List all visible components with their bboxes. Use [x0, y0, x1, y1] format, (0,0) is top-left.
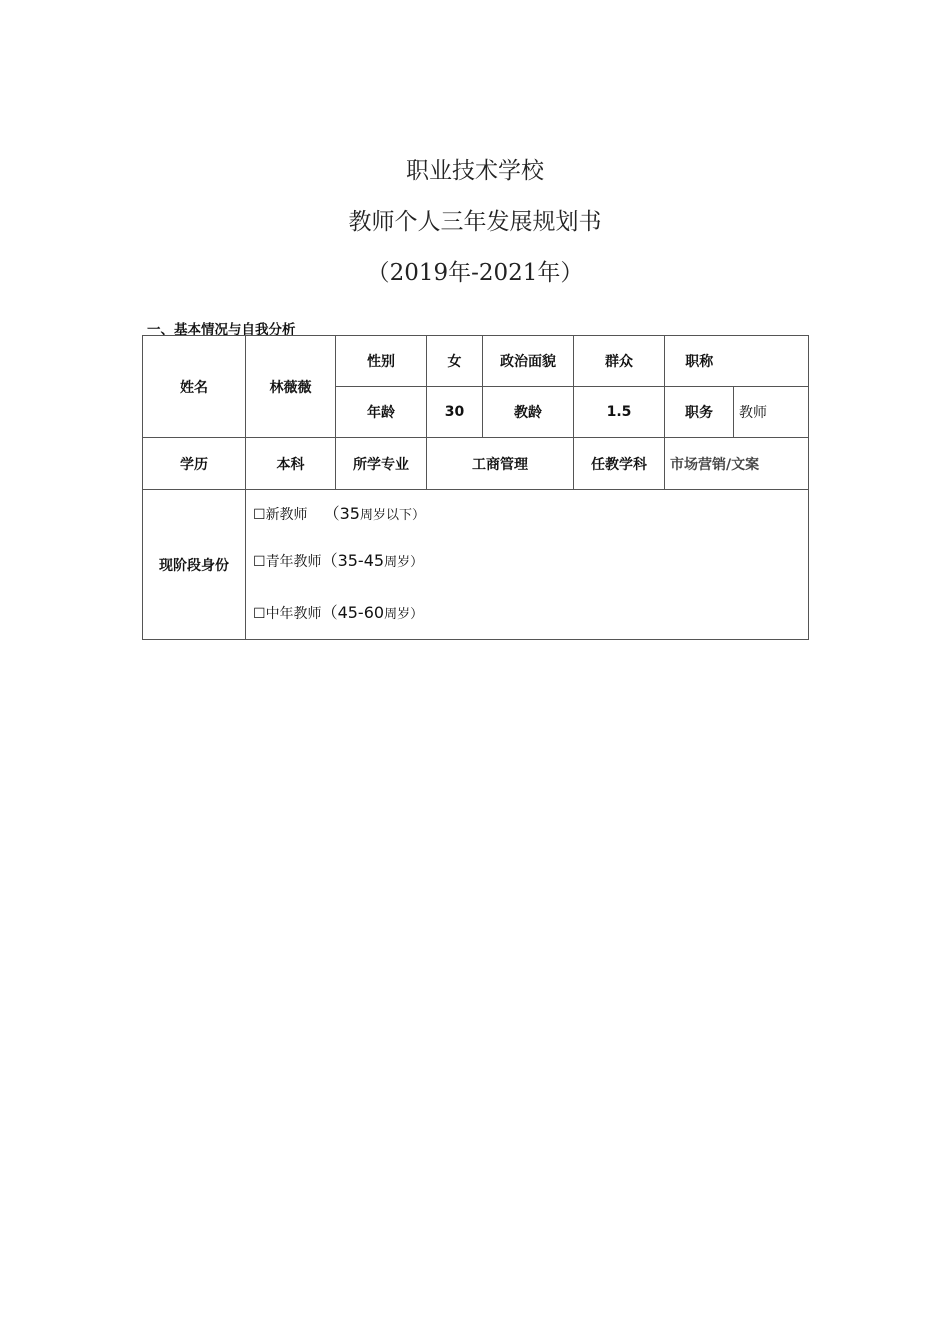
option-label: 中年教师: [265, 606, 322, 622]
checkbox-icon[interactable]: ☐: [253, 507, 266, 523]
name-label: 姓名: [143, 336, 246, 438]
age-label: 年龄: [336, 387, 427, 438]
position-label: 职务: [665, 387, 734, 438]
age-value: 30: [427, 387, 483, 438]
teaching-years-value: 1.5: [574, 387, 665, 438]
stage-option-young[interactable]: [253, 551, 808, 571]
option-label: 青年教师: [265, 554, 322, 570]
subject-value: 市场营销/文案: [665, 438, 809, 490]
position-value: 教师: [734, 387, 809, 438]
option-unit: 周岁以下）: [359, 508, 425, 523]
basic-info-table: [142, 335, 809, 640]
major-label: 所学专业: [336, 438, 427, 490]
document-period: （2019年-2021年）: [366, 260, 584, 286]
document-title: 教师个人三年发展规划书: [348, 209, 602, 235]
education-label: 学历: [143, 438, 246, 490]
option-unit: 周岁）: [384, 607, 424, 622]
stage-option-new[interactable]: [253, 504, 808, 524]
gender-label: 性别: [336, 336, 427, 387]
option-unit: 周岁）: [384, 555, 424, 570]
gender-value: 女: [427, 336, 483, 387]
stage-options: [246, 490, 809, 640]
teaching-years-label: 教龄: [483, 387, 574, 438]
major-value: 工商管理: [427, 438, 574, 490]
political-label: 政治面貌: [483, 336, 574, 387]
option-range: （35-45: [321, 551, 385, 570]
checkbox-icon[interactable]: ☐: [253, 554, 266, 570]
title-label: 职称: [665, 336, 734, 387]
option-label: 新教师: [265, 507, 308, 523]
section-title: 一、基本情况与自我分析: [147, 322, 296, 338]
political-value: 群众: [574, 336, 665, 387]
school-title: 职业技术学校: [406, 158, 544, 184]
stage-option-middle[interactable]: [253, 603, 808, 623]
option-range: （35: [323, 504, 360, 523]
subject-label: 任教学科: [574, 438, 665, 490]
checkbox-icon[interactable]: ☐: [253, 606, 266, 622]
title-value: [734, 336, 809, 387]
name-value: 林薇薇: [246, 336, 336, 438]
education-value: 本科: [246, 438, 336, 490]
stage-label: 现阶段身份: [143, 490, 246, 640]
option-range: （45-60: [321, 603, 385, 622]
